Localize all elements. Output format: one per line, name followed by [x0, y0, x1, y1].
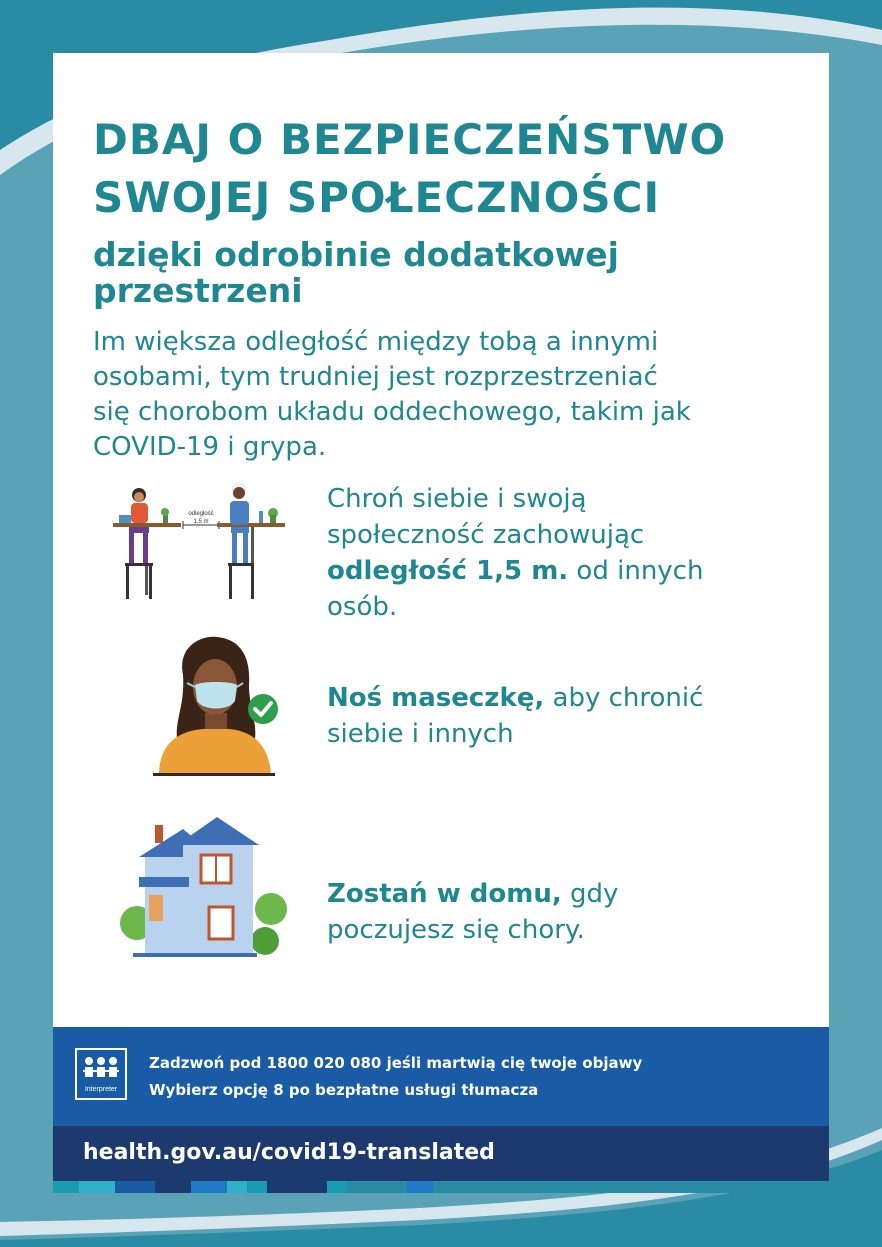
item-mask-line-2: siebie i innych — [327, 719, 514, 749]
item-home-bold: Zostań w domu, — [327, 879, 562, 909]
subtitle-line-1: dzięki odrobinie dodatkowej — [93, 235, 619, 274]
item-distancing-line-2: społeczność zachowując — [327, 520, 645, 550]
item-home-text — [327, 876, 777, 948]
item-home-rest: gdy — [561, 879, 619, 909]
item-distancing-text — [327, 481, 777, 625]
subtitle-line-2: przestrzeni — [93, 271, 303, 310]
website-link[interactable]: health.gov.au/covid19-translated — [83, 1140, 495, 1165]
item-distancing-line-1: Chroń siebie i swoją — [327, 484, 587, 514]
interpreter-icon — [75, 1048, 127, 1100]
color-stripe — [53, 1181, 829, 1193]
footer-call-line: Zadzwoń pod 1800 020 080 jeśli martwią cię twoje objawy — [149, 1054, 643, 1072]
distancing-illustration — [111, 475, 287, 603]
item-mask-rest: aby chronić — [544, 683, 704, 713]
item-distancing-rest: od innych — [568, 556, 704, 586]
poster-title — [93, 111, 813, 227]
checkmark-icon — [248, 694, 278, 724]
item-mask-text — [327, 680, 777, 752]
intro-line-1: Im większa odległość między tobą a innymi — [93, 327, 659, 357]
title-line-1: DBAJ O BEZPIECZEŃSTWO — [93, 115, 727, 164]
intro-line-2: osobami, tym trudniej jest rozprzestrzeniać — [93, 362, 658, 392]
intro-line-3: się chorobom układu oddechowego, takim jak — [93, 397, 691, 427]
interpreter-label: Interpreter — [84, 1086, 118, 1093]
intro-paragraph — [93, 325, 813, 465]
poster-subtitle — [93, 237, 793, 309]
title-line-2: SWOJEJ SPOŁECZNOŚCI — [93, 173, 661, 222]
item-mask-bold: Noś maseczkę, — [327, 683, 545, 713]
distance-label: odległość — [188, 511, 214, 517]
poster-card — [53, 53, 829, 1027]
people-icon — [77, 1054, 125, 1084]
footer-url-bar — [53, 1126, 829, 1181]
item-home-line-2: poczujesz się chory. — [327, 915, 585, 945]
mask-illustration — [153, 635, 283, 777]
item-distancing-line-4: osób. — [327, 592, 398, 622]
house-illustration — [119, 815, 287, 957]
item-distancing-bold: odległość 1,5 m. — [327, 556, 569, 586]
footer-option-line: Wybierz opcję 8 po bezpłatne usługi tłumacza — [149, 1081, 539, 1099]
footer-info-bar — [53, 1027, 829, 1126]
distance-value: 1,5 m — [193, 519, 209, 525]
intro-line-4: COVID-19 i grypa. — [93, 432, 327, 462]
